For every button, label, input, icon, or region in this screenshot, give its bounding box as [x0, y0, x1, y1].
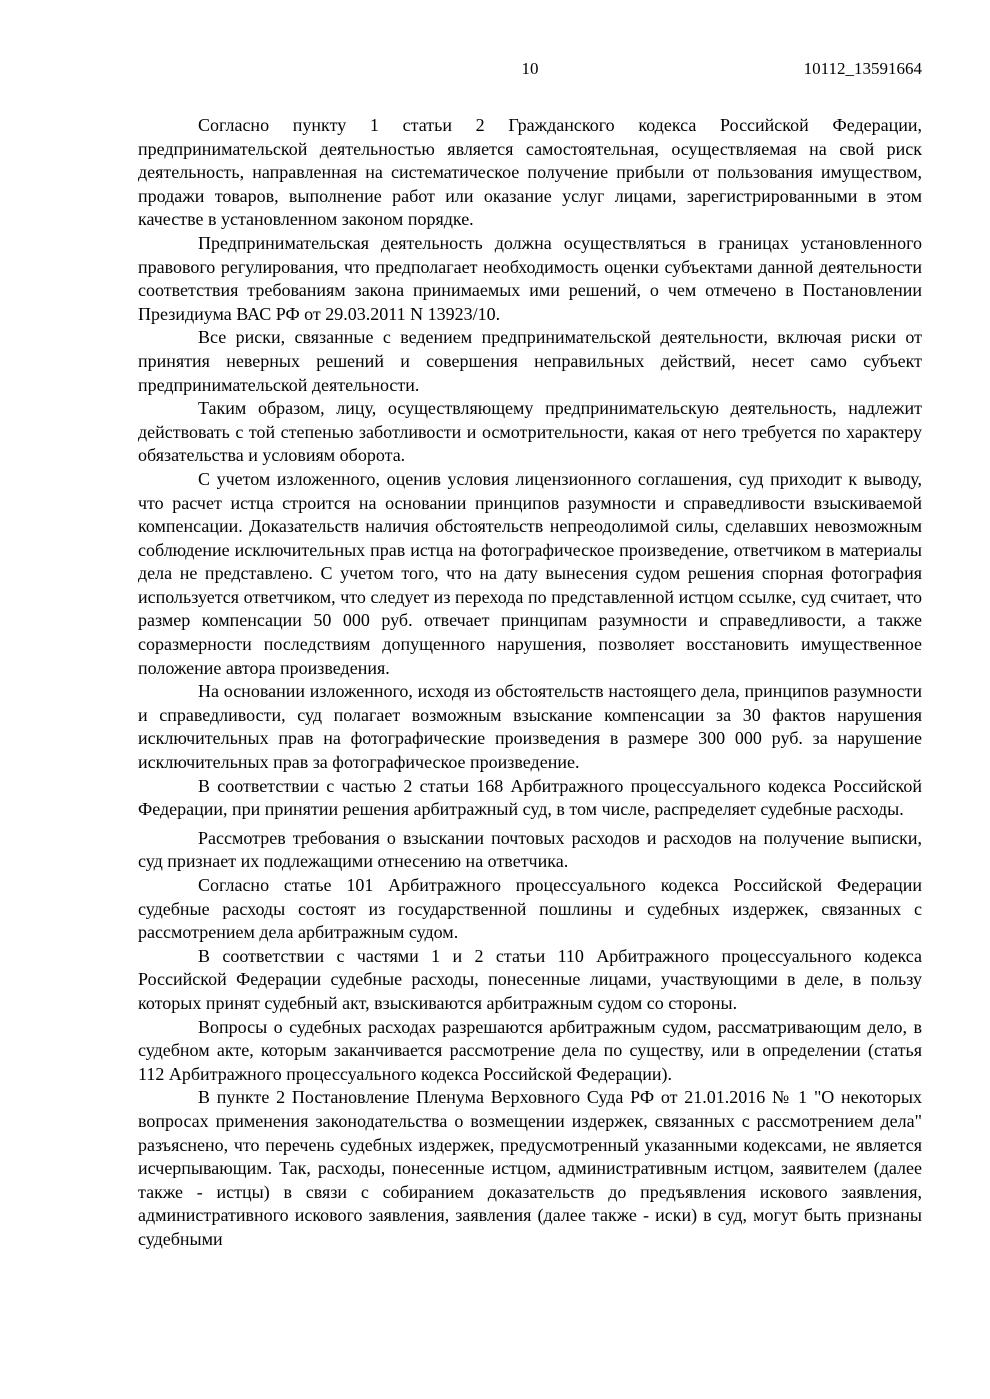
document-id: 10112_13591664: [803, 59, 922, 78]
page-header: [138, 58, 922, 80]
paragraph-compensation-amount: На основании изложенного, исходя из обстоятельств настоящего дела, принципов разумности и справедливости, суд полагает возможным взыскание компенсации за 30 фактов нарушения исключительных прав на фотографические произведения в размере 300 000 руб. за нарушение исключительных прав за фотографическое произведение.: [138, 681, 922, 773]
paragraph-business-regulation: Предпринимательская деятельность должна осуществляться в границах установленного правового регулирования, что предполагает необходимость оценки субъектами данной деятельности соответствия требованиям закона принимаемых ими решений, о чем отмечено в Постановлении Президиума ВАС РФ от 29.03.2011 N 13923/10.: [138, 232, 922, 324]
paragraph-civil-code-art2: Согласно пункту 1 статьи 2 Гражданского кодекса Российской Федерации, предпринимательской деятельностью является самостоятельная, осуществляемая на свой риск деятельность, направленная на систематическое получение прибыли от пользования имуществом, продажи товаров, выполнение работ или оказание услуг лицами, зарегистрированными в этом качестве в установленном законом порядке.: [138, 115, 922, 230]
paragraph-apc-art110: В соответствии с частями 1 и 2 статьи 110 Арбитражного процессуального кодекса Российской Федерации судебные расходы, понесенные лицами, участвующими в деле, в пользу которых принят судебный акт, взыскиваются арбитражным судом со стороны.: [138, 945, 922, 1013]
page-number: 10: [521, 59, 539, 78]
paragraph-apc-art101: Согласно статье 101 Арбитражного процессуального кодекса Российской Федерации судебные расходы состоят из государственной пошлины и судебных издержек, связанных с рассмотрением дела арбитражным судом.: [138, 875, 922, 943]
paragraph-apc-art168: В соответствии с частью 2 статьи 168 Арбитражного процессуального кодекса Российской Федерации, при принятии решения арбитражный суд, в том числе, распределяет судебные расходы.: [138, 775, 922, 820]
paragraph-due-diligence: Таким образом, лицу, осуществляющему предпринимательскую деятельность, надлежит действовать с той степенью заботливости и осмотрительности, какая от него требуется по характеру обязательства и условиям оборота.: [138, 398, 922, 466]
paragraph-plenum-resolution: В пункте 2 Постановление Пленума Верховного Суда РФ от 21.01.2016 № 1 "О некоторых вопросах применения законодательства о возмещении издержек, связанных с рассмотрением дела" разъяснено, что перечень судебных издержек, предусмотренный указанными кодексами, не является исчерпывающим. Так, расходы, понесенные истцом, административным истцом, заявителем (далее также - истцы) в связи с собиранием доказательств до предъявления искового заявления, административного искового заявления, заявления (далее также - иски) в суд, могут быть признаны судебными: [138, 1087, 922, 1249]
document-body: [138, 114, 922, 1252]
paragraph-license-compensation: С учетом изложенного, оценив условия лицензионного соглашения, суд приходит к выводу, что расчет истца строится на основании принципов разумности и справедливости взыскиваемой компенсации. Доказательств наличия обстоятельств непреодолимой силы, сделавших невозможным соблюдение исключительных прав истца на фотографическое произведение, ответчиком в материалы дела не представлено. С учетом того, что на дату вынесения судом решения спорная фотография используется ответчиком, что следует из перехода по представленной истцом ссылке, суд считает, что размер компенсации 50 000 руб. отвечает принципам разумности и справедливости, а также соразмерности последствиям допущенного нарушения, позволяет восстановить имущественное положение автора произведения.: [138, 468, 922, 678]
page-content: [138, 58, 922, 1252]
paragraph-apc-art112: Вопросы о судебных расходах разрешаются арбитражным судом, рассматривающим дело, в судебном акте, которым заканчивается рассмотрение дела по существу, или в определении (статья 112 Арбитражного процессуального кодекса Российской Федерации).: [138, 1016, 922, 1084]
paragraph-postal-costs: Рассмотрев требования о взыскании почтовых расходов и расходов на получение выписки, суд признает их подлежащими отнесению на ответчика.: [138, 827, 922, 872]
paragraph-business-risks: Все риски, связанные с ведением предпринимательской деятельности, включая риски от принятия неверных решений и совершения неправильных действий, несет само субъект предпринимательской деятельности.: [138, 327, 922, 395]
